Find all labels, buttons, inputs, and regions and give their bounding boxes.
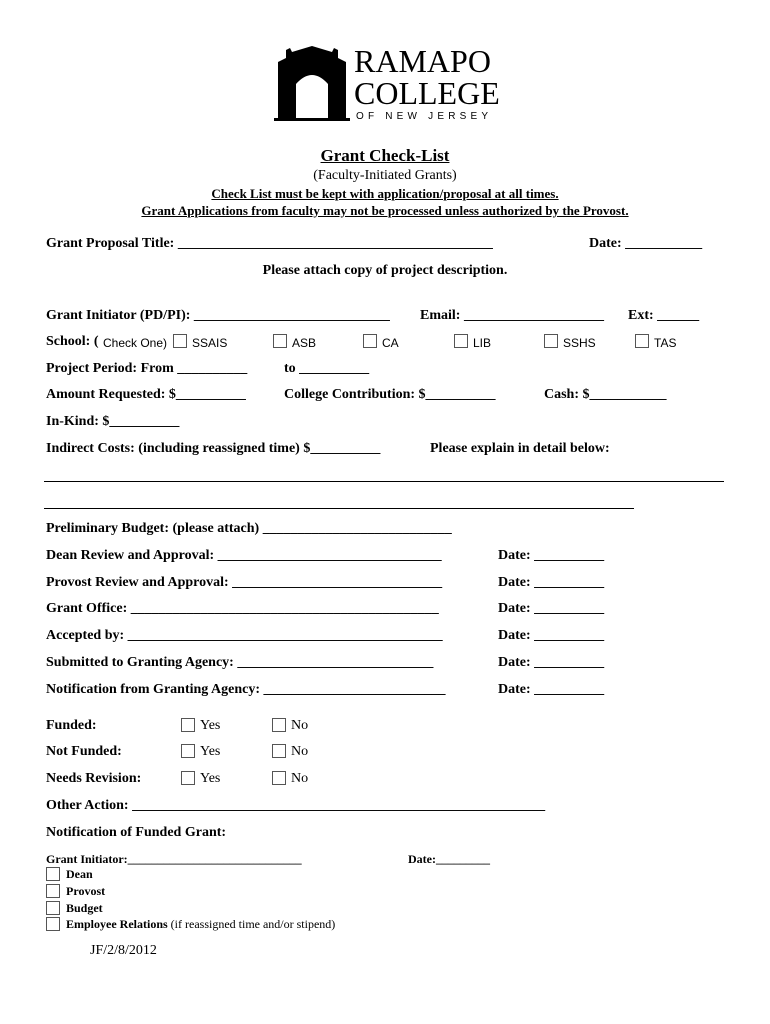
proposal-title-field[interactable]: Grant Proposal Title: _____________________________________________ [46, 236, 493, 251]
indirect-costs-field[interactable]: Indirect Costs: (including reassigned time) $__________ [46, 441, 381, 456]
school-checkbox-lib[interactable] [454, 334, 468, 348]
project-period-to[interactable]: to __________ [284, 361, 370, 376]
footer-code: JF/2/8/2012 [90, 943, 157, 958]
initiator-field[interactable]: Grant Initiator (PD/PI): ____________________________ [46, 308, 390, 323]
school-label: School: ( [46, 334, 99, 349]
school-label-lib: LIB [473, 336, 492, 350]
school-label-asb: ASB [292, 336, 317, 350]
funded-no-label: No [291, 718, 309, 733]
notify-employee-relations-label: Employee Relations [66, 917, 168, 931]
notify-budget-checkbox[interactable] [46, 901, 60, 915]
not-funded-yes-label: Yes [200, 744, 221, 759]
funded-yes-label: Yes [200, 718, 221, 733]
accepted-date[interactable]: Date: __________ [498, 628, 605, 643]
dean-review-field[interactable]: Dean Review and Approval: ________________________________ [46, 548, 442, 563]
grant-initiator-field[interactable]: Grant Initiator:_____________________________ [46, 852, 302, 866]
school-checkbox-sshs[interactable] [544, 334, 558, 348]
school-checkbox-asb[interactable] [273, 334, 287, 348]
logo-line3: OF NEW JERSEY [356, 111, 493, 122]
needs-revision-no-label: No [291, 771, 309, 786]
provost-review-field[interactable]: Provost Review and Approval: ______________________________ [46, 575, 443, 590]
preliminary-budget-field[interactable]: Preliminary Budget: (please attach) ___________________________ [46, 521, 452, 536]
school-checkbox-tas[interactable] [635, 334, 649, 348]
employee-relations-note: (if reassigned time and/or stipend) [167, 917, 336, 931]
explain-line-1[interactable] [44, 481, 724, 482]
funded-no-checkbox[interactable] [272, 718, 286, 732]
date-field-2[interactable]: Date:_________ [408, 852, 490, 866]
logo-line1: RAMAPO [354, 43, 491, 79]
accepted-by-field[interactable]: Accepted by: _____________________________________________ [46, 628, 443, 643]
not-funded-yes-checkbox[interactable] [181, 744, 195, 758]
amount-requested-field[interactable]: Amount Requested: $__________ [46, 387, 246, 402]
email-field[interactable]: Email: ____________________ [420, 308, 604, 323]
needs-revision-yes-checkbox[interactable] [181, 771, 195, 785]
provost-review-date[interactable]: Date: __________ [498, 575, 605, 590]
not-funded-no-checkbox[interactable] [272, 744, 286, 758]
explain-line-2[interactable] [44, 508, 634, 509]
submitted-field[interactable]: Submitted to Granting Agency: ____________________________ [46, 655, 434, 670]
date-field-1[interactable]: Date: ___________ [589, 236, 703, 251]
notice-1: Check List must be kept with application/proposal at all times. [211, 186, 559, 201]
school-label-sshs: SSHS [563, 336, 596, 350]
school-label-ssais: SSAIS [192, 336, 228, 350]
page-subtitle: (Faculty-Initiated Grants) [313, 168, 457, 183]
grant-office-date[interactable]: Date: __________ [498, 601, 605, 616]
page-title: Grant Check-List [320, 146, 450, 165]
arch-logo-icon [272, 44, 352, 122]
cash-field[interactable]: Cash: $___________ [544, 387, 667, 402]
college-contribution-field[interactable]: College Contribution: $__________ [284, 387, 496, 402]
not-funded-label: Not Funded: [46, 744, 122, 759]
ext-field[interactable]: Ext: ______ [628, 308, 700, 323]
notify-provost-checkbox[interactable] [46, 884, 60, 898]
not-funded-no-label: No [291, 744, 309, 759]
notify-budget-label: Budget [66, 901, 103, 915]
submitted-date[interactable]: Date: __________ [498, 655, 605, 670]
explain-label: Please explain in detail below: [430, 441, 610, 456]
school-label-ca: CA [382, 336, 399, 350]
notification-field[interactable]: Notification from Granting Agency: __________________________ [46, 682, 446, 697]
notify-dean-label: Dean [66, 867, 93, 881]
notify-provost-label: Provost [66, 884, 106, 898]
in-kind-field[interactable]: In-Kind: $__________ [46, 414, 180, 429]
school-checkbox-ca[interactable] [363, 334, 377, 348]
dean-review-date[interactable]: Date: __________ [498, 548, 605, 563]
needs-revision-yes-label: Yes [200, 771, 221, 786]
school-checkbox-ssais[interactable] [173, 334, 187, 348]
notification-funded-heading: Notification of Funded Grant: [46, 825, 227, 840]
needs-revision-label: Needs Revision: [46, 771, 142, 786]
attach-note: Please attach copy of project description. [262, 263, 508, 278]
notification-date[interactable]: Date: __________ [498, 682, 605, 697]
needs-revision-no-checkbox[interactable] [272, 771, 286, 785]
logo-line2: COLLEGE [354, 75, 500, 111]
school-label-tas: TAS [654, 336, 677, 350]
check-one-label: Check One) [103, 336, 168, 350]
project-period-from[interactable]: Project Period: From __________ [46, 361, 248, 376]
grant-office-field[interactable]: Grant Office: ____________________________________________ [46, 601, 439, 616]
funded-yes-checkbox[interactable] [181, 718, 195, 732]
funded-label: Funded: [46, 718, 97, 733]
notify-dean-checkbox[interactable] [46, 867, 60, 881]
other-action-field[interactable]: Other Action: ___________________________________________________________ [46, 798, 546, 813]
notify-employee-relations-checkbox[interactable] [46, 917, 60, 931]
notice-2: Grant Applications from faculty may not be processed unless authorized by the Provost. [141, 203, 629, 218]
